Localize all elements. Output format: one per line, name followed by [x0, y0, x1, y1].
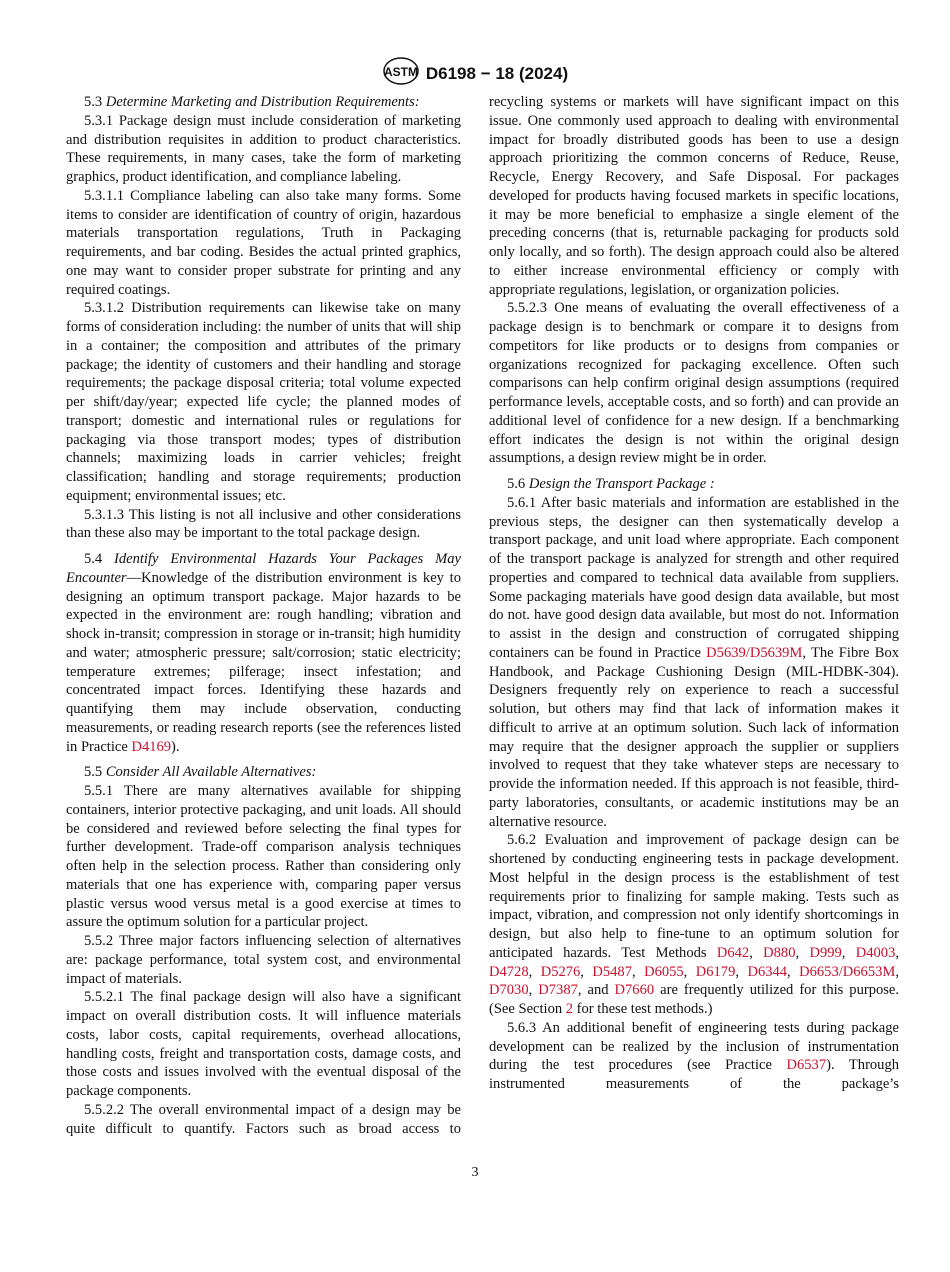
paragraph-text: , [580, 963, 593, 980]
paragraph-text: 5.3.1.2 Distribution requirements can likewise take on many forms of consideration including: the number of units that will ship in a container; the composition and attributes of the primary package; the identity of customers and their handling and storage requirements; the package disposal criteria; total volume expected per shift/day/year; expected life cycle; the planned modes of transport; domestic and international rules or regulations for packaging via those transport modes; types of distribution channels; maximizing loads in carrier vehicles; freight classification; handling and storage requirements; production equipment; environmental issues; etc. [66, 300, 461, 504]
reference-link[interactable]: D4169 [131, 738, 172, 755]
paragraph [66, 299, 461, 505]
document-designation: D6198 − 18 (2024) [425, 63, 569, 83]
paragraph-text: for these test methods.) [573, 1001, 713, 1017]
svg-text:ASTM: ASTM [383, 65, 418, 79]
paragraph-text: , [749, 944, 764, 961]
paragraph-text: 5.6.1 After basic materials and information are established in the previous steps, the designer can then systematically develop a transport package, and unit load where appropriate. Each component of the transport package is analyzed for strength and other required properties and compared to technical data available from suppliers. Some packaging materials have good design data available, but most do not. have good design data available, but most do not. Information to assist in the design and construction of corrugated shipping containers can be found in Practice [489, 494, 899, 661]
paragraph-text: , [895, 944, 899, 961]
section-title: Design the Transport Package : [528, 476, 715, 492]
paragraph-text: , [631, 963, 645, 980]
paragraph [66, 988, 461, 1101]
paragraph-text: recycling systems or markets will have significant impact on this issue. One commonly used approach to dealing with environmental impact for broadly distributed goods has been to use a design approach prioritizing the common concerns of Reduce, Reuse, Recycle, Energy Recovery, and Safe Disposal. For packages developed for products having focused markets in specific locations, it may be more beneficial to emphasize a single element of the preceding concerns (that is, returnable packaging for products sold only locally, and so forth). The design approach could also be altered to either increase environmental efficiency or comply with appropriate regulations, legislation, or organization policies. [489, 94, 899, 298]
paragraph-text: 5.5.2.3 One means of evaluating the overall effectiveness of a package design is to benchmark or compare it to designs from competitors for like products or to designs from companies or organizations recognized for packaging excellence. Often such comparisons can help confirm original design assumptions (required performance levels, acceptable costs, and so forth) and can provide an additional level of confidence for a new design. If a benchmarking effort indicates the design is not within the original design assumptions, a design review might be in order. [489, 300, 899, 467]
paragraph [66, 93, 461, 112]
reference-link[interactable]: D6653/D6653M [799, 963, 896, 980]
paragraph-text: —Knowledge of the distribution environment is key to designing an optimum transport package. Major hazards to be expected in the environment are: rough handling; vibration and shock in-transit; compression in storage or in-transit; high humidity and water; atmospheric pressure; salt/corrosion; static electricity; temperature extremes; pilferage; insect infestation; and concentrated impact forces. Identifying these hazards and quantifying them may include observation, conducting measurements, or reading research reports (see the references listed in Practice [66, 569, 461, 755]
paragraph [66, 763, 461, 782]
paragraph-text: 5.5.2.1 The final package design will also have a significant impact on overall distribution costs. It will influence materials costs, labor costs, capital requirements, overhead allocations, handling costs, freight and transportation costs, damage costs, and those costs and issues involved with the eventual disposal of the package components. [66, 989, 461, 1099]
paragraph-text: , [683, 963, 696, 980]
paragraph-text: , [528, 982, 539, 999]
page-number: 3 [471, 1165, 479, 1180]
paragraph [489, 299, 899, 468]
paragraph [66, 550, 461, 756]
section-title: Identify Environmental Hazards Your Packages May Encounter [66, 551, 461, 586]
reference-link[interactable]: D4728 [489, 963, 529, 980]
paragraph-text: , [528, 963, 541, 980]
paragraph-text: , [735, 963, 748, 980]
reference-link[interactable]: 2 [565, 1001, 574, 1017]
reference-link[interactable]: D5487 [592, 963, 632, 980]
right-column [489, 93, 899, 1094]
paragraph-text: , [895, 963, 899, 980]
reference-link[interactable]: D999 [809, 944, 842, 961]
reference-link[interactable]: D7030 [489, 982, 529, 999]
reference-link[interactable]: D7387 [538, 982, 578, 999]
reference-link[interactable]: D6344 [747, 963, 788, 980]
paragraph-text: 5.5.2 Three major factors influencing selection of alternatives are: package performance, total system cost, and environmental impact of materials. [66, 933, 461, 987]
paragraph-text: 5.6 [507, 476, 529, 492]
paragraph-text: 5.3.1.1 Compliance labeling can also take many forms. Some items to consider are identification of country of origin, hazardous materials transportation regulations, Truth in Packaging requirements, and bar coding. Besides the actual printed graphics, one may want to consider proper substrate for printing and any required coatings. [66, 187, 461, 298]
paragraph [489, 475, 899, 494]
paragraph-text: 5.3.1 Package design must include consideration of marketing and distribution requisites in addition to product characteristics. These requirements, in many cases, take the form of marketing graphics, product identification, and compliance labeling. [66, 112, 461, 185]
section-title: Consider All Available Alternatives: [105, 764, 317, 781]
paragraph [66, 932, 461, 988]
reference-link[interactable]: D4003 [855, 944, 896, 961]
paragraph-text: , [841, 944, 856, 961]
paragraph [66, 506, 461, 544]
reference-link[interactable]: D6055 [644, 963, 684, 980]
reference-link[interactable]: D5639/D5639M [706, 644, 803, 661]
reference-link[interactable]: D7660 [614, 982, 655, 999]
paragraph [489, 93, 899, 299]
paragraph [66, 112, 461, 187]
paragraph [66, 187, 461, 300]
reference-link[interactable]: D6537 [786, 1057, 827, 1074]
paragraph-text: 5.5 [84, 764, 106, 781]
paragraph-text: ). [171, 738, 180, 755]
paragraph-text: 5.6.3 An additional benefit of engineering tests during package development can be realized by the inclusion of instrumentation during the test procedures (see Practice [489, 1019, 899, 1074]
paragraph [66, 1101, 461, 1139]
paragraph-text: , [795, 944, 810, 961]
paragraph-text: , and [577, 982, 615, 999]
paragraph-text: , [787, 963, 800, 980]
paragraph-text: 5.4 [84, 551, 115, 567]
paragraph-text: are frequently utilized for this purpose. (See Section [489, 982, 900, 1017]
paragraph [66, 782, 461, 932]
paragraph-text: 5.5.2.2 The overall environmental impact of a design may be quite difficult to quantify. Factors such as broad access to [66, 1101, 461, 1137]
section-title: Determine Marketing and Distribution Requirements: [105, 94, 420, 110]
reference-link[interactable]: D6179 [695, 963, 736, 980]
paragraph-text: 5.5.1 There are many alternatives available for shipping containers, interior protective packaging, and unit loads. All should be considered and reviewed before selecting the final types for further development. Trade-off comparison analysis techniques often help in the selection process. Rather than considering only materials that one has experience with, comparing paper versus plastic versus wood versus metal is a good exercise at times to assure the optimum solution for a particular project. [66, 783, 461, 931]
left-column [66, 93, 461, 1138]
reference-link[interactable]: D642 [716, 944, 750, 961]
paragraph [489, 831, 899, 1019]
paragraph [489, 1019, 899, 1094]
paragraph-text: 5.6.2 Evaluation and improvement of package design can be shortened by conducting engineering tests in package development. Most helpful in the design process is the establishment of test requirements prior to finalizing for sample making. Tests such as impact, vibration, and compression not only identify shortcomings in design, but also help to fine-tune to an optimum solution for anticipated hazards. Test Methods [489, 832, 899, 961]
paragraph-text: ). Through instrumented measurements of the package’s [489, 1057, 900, 1092]
astm-logo-icon [382, 56, 420, 91]
page-header [0, 56, 950, 91]
reference-link[interactable]: D880 [763, 944, 796, 961]
paragraph-text: 5.3 [84, 94, 106, 110]
paragraph [489, 494, 899, 832]
reference-link[interactable]: D5276 [540, 963, 581, 980]
paragraph-text: , The Fibre Box Handbook, and Package Cushioning Design (MIL-HDBK-304). Designers frequently rely on experience to reach a successful solution, but others may find that lack of information makes it difficult to arrive at an optimum solution. Such lack of information may require that the designer approach the supplier or suppliers involved to request that they take whatever steps are necessary to provide the information needed. If this approach is not feasible, third-party laboratories, consultants, or academic institutions may be an alternative resource. [489, 644, 899, 830]
paragraph-text: 5.3.1.3 This listing is not all inclusive and other considerations than these also may be important to the total package design. [66, 506, 461, 542]
